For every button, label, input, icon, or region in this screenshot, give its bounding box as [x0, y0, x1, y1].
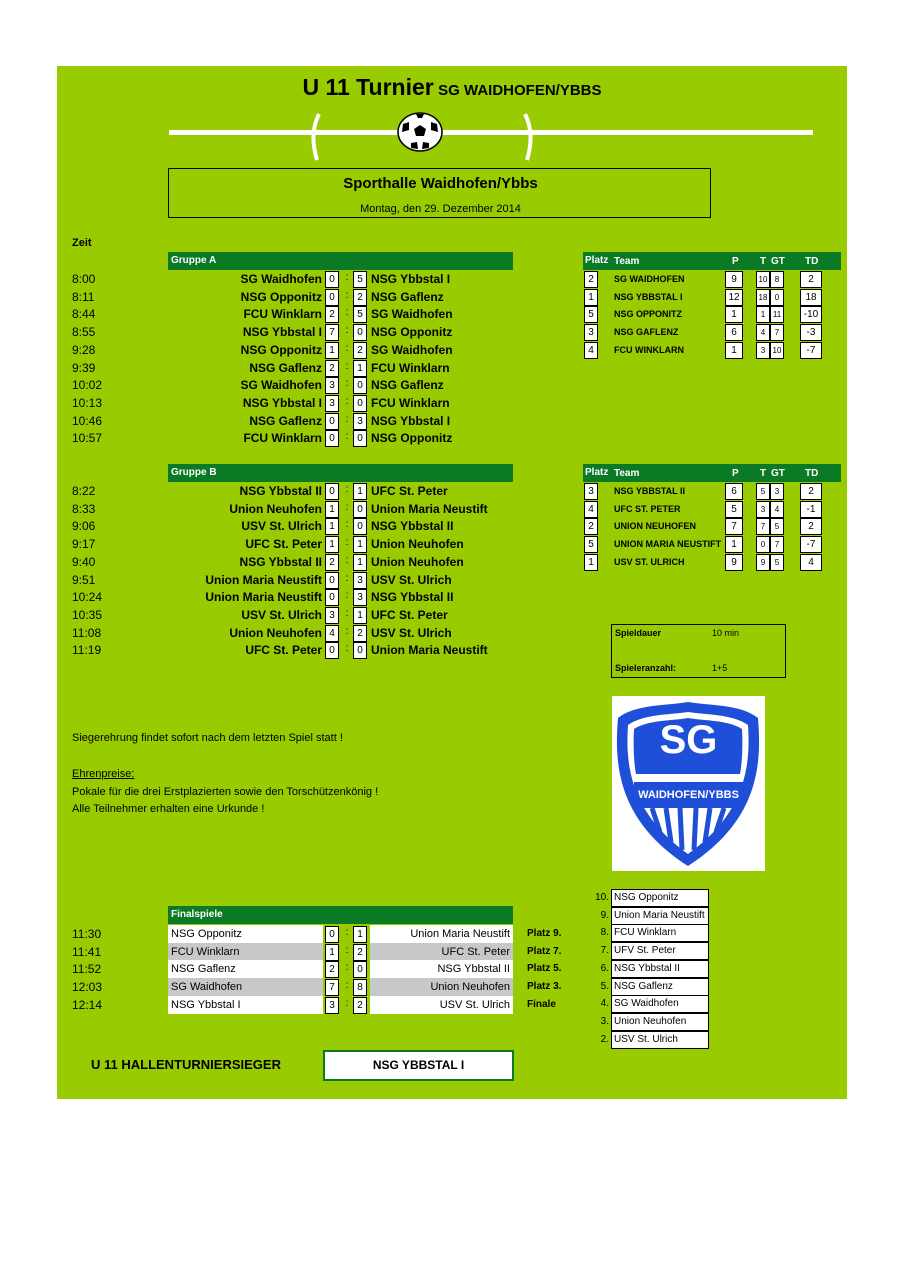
- table-points: 6: [725, 483, 743, 500]
- final-home-score: 3: [325, 997, 339, 1014]
- away-score: 1: [353, 607, 367, 624]
- final-away-score: 2: [353, 944, 367, 961]
- score-separator: :: [345, 962, 349, 974]
- away-team: USV St. Ulrich: [371, 572, 452, 587]
- home-score: 0: [325, 430, 339, 447]
- winner-box: NSG YBBSTAL I: [323, 1050, 514, 1081]
- home-team: NSG Ybbstal I: [242, 395, 322, 410]
- table-goal-diff: -7: [800, 536, 822, 553]
- home-team: Union Maria Neustift: [205, 590, 322, 605]
- match-time: 8:55: [72, 325, 96, 340]
- away-score: 0: [353, 642, 367, 659]
- final-away-team: Union Maria Neustift: [370, 925, 513, 943]
- final-home-score: 0: [325, 926, 339, 943]
- prizes-heading: Ehrenpreise:: [72, 768, 135, 780]
- final-away-score: 1: [353, 926, 367, 943]
- home-team: NSG Gaflenz: [249, 413, 322, 428]
- away-team: NSG Gaflenz: [371, 378, 444, 393]
- away-score: 0: [353, 395, 367, 412]
- table-goal-diff: 18: [800, 289, 822, 306]
- table-goal-diff: 2: [800, 483, 822, 500]
- final-time: 12:14: [72, 997, 103, 1012]
- home-score: 0: [325, 642, 339, 659]
- spieldauer-label: Spieldauer: [615, 628, 662, 638]
- table-platz: 2: [584, 271, 598, 288]
- final-time: 12:03: [72, 980, 103, 995]
- score-separator: :: [345, 413, 349, 425]
- final-away-score: 2: [353, 997, 367, 1014]
- table-platz: 4: [584, 342, 598, 359]
- match-time: 10:13: [72, 395, 103, 410]
- away-score: 0: [353, 501, 367, 518]
- final-home-score: 1: [325, 944, 339, 961]
- table-goals-against: 8: [770, 271, 784, 288]
- match-time: 11:19: [72, 643, 102, 658]
- away-team: FCU Winklarn: [371, 360, 450, 375]
- score-separator: :: [345, 537, 349, 549]
- home-team: SG Waidhofen: [240, 272, 322, 286]
- final-home-score: 7: [325, 979, 339, 996]
- match-time: 8:22: [72, 484, 96, 498]
- table-goal-diff: 2: [800, 271, 822, 288]
- rank-team: Union Maria Neustift: [611, 907, 709, 925]
- score-separator: :: [345, 997, 349, 1009]
- score-separator: :: [345, 590, 349, 602]
- score-separator: :: [345, 927, 349, 938]
- rank-number: 2.: [600, 1033, 609, 1045]
- away-team: Union Maria Neustift: [371, 501, 488, 516]
- table-goal-diff: -3: [800, 324, 822, 341]
- away-score: 0: [353, 430, 367, 447]
- away-score: 2: [353, 289, 367, 306]
- table-team: UFC ST. PETER: [614, 503, 681, 514]
- score-separator: :: [345, 272, 349, 283]
- venue-box: [168, 168, 711, 218]
- table-platz: 1: [584, 289, 598, 306]
- th-points: P: [732, 468, 739, 479]
- table-goals-for: 3: [756, 342, 770, 359]
- group-b-header: Gruppe B: [168, 464, 513, 482]
- away-score: 2: [353, 625, 367, 642]
- table-goals-for: 9: [756, 554, 770, 571]
- home-team: FCU Winklarn: [243, 431, 322, 446]
- th-goal-diff: TD: [805, 256, 819, 267]
- final-home-team: FCU Winklarn: [168, 943, 323, 961]
- score-separator: :: [345, 378, 349, 390]
- away-team: NSG Opponitz: [371, 325, 453, 340]
- score-separator: :: [345, 325, 349, 337]
- crest-sg-text: SG: [659, 718, 718, 762]
- rank-number: 5.: [600, 980, 609, 992]
- final-home-team: NSG Gaflenz: [168, 960, 323, 978]
- score-separator: :: [345, 554, 349, 566]
- table-goals-against: 3: [770, 483, 784, 500]
- away-team: Union Maria Neustift: [371, 643, 488, 658]
- th-goals-for: T: [760, 468, 767, 479]
- home-team: SG Waidhofen: [240, 378, 322, 393]
- table-goals-against: 7: [770, 536, 784, 553]
- home-team: Union Neuhofen: [229, 625, 322, 640]
- spieldauer-value: 10 min: [712, 628, 740, 638]
- prizes-line-2: Alle Teilnehmer erhalten eine Urkunde !: [72, 803, 265, 815]
- table-goals-against: 0: [770, 289, 784, 306]
- final-away-team: NSG Ybbstal II: [370, 960, 513, 978]
- final-home-team: NSG Opponitz: [168, 925, 323, 943]
- away-team: Union Neuhofen: [371, 537, 464, 552]
- away-team: UFC St. Peter: [371, 484, 448, 498]
- match-time: 10:57: [72, 431, 103, 446]
- table-goal-diff: 4: [800, 554, 822, 571]
- away-team: SG Waidhofen: [371, 342, 453, 357]
- table-points: 1: [725, 536, 743, 553]
- home-score: 1: [325, 536, 339, 553]
- table-team: SG WAIDHOFEN: [614, 274, 685, 284]
- table-platz: 1: [584, 554, 598, 571]
- venue-date: Montag, den 29. Dezember 2014: [360, 203, 521, 215]
- finals-header: Finalspiele: [168, 906, 513, 924]
- away-team: NSG Ybbstal I: [371, 413, 451, 428]
- rank-number: 8.: [600, 927, 609, 939]
- tournament-sheet: [57, 66, 847, 1099]
- match-time: 10:24: [72, 590, 103, 605]
- away-team: SG Waidhofen: [371, 307, 453, 322]
- final-away-score: 8: [353, 979, 367, 996]
- home-team: NSG Opponitz: [240, 289, 322, 304]
- table-platz: 4: [584, 501, 598, 518]
- th-team: Team: [614, 468, 640, 479]
- away-score: 1: [353, 536, 367, 553]
- home-score: 0: [325, 289, 339, 306]
- rank-number: 7.: [600, 945, 609, 957]
- table-team: NSG OPPONITZ: [614, 309, 683, 320]
- table-platz: 3: [584, 483, 598, 500]
- table-points: 1: [725, 342, 743, 359]
- title-club: SG WAIDHOFEN/YBBS: [438, 82, 602, 99]
- home-score: 0: [325, 271, 339, 288]
- match-time: 9:39: [72, 360, 96, 375]
- th-goal-diff: TD: [805, 468, 819, 479]
- table-goal-diff: 2: [800, 518, 822, 535]
- match-time: 8:33: [72, 501, 96, 516]
- time-label: Zeit: [72, 237, 92, 249]
- table-goals-against: 7: [770, 324, 784, 341]
- table-team: FCU WINKLARN: [614, 344, 684, 355]
- away-team: NSG Gaflenz: [371, 289, 444, 304]
- home-score: 3: [325, 395, 339, 412]
- match-time: 8:44: [72, 307, 96, 322]
- rank-team: USV St. Ulrich: [611, 1031, 709, 1049]
- score-separator: :: [345, 643, 349, 655]
- away-team: NSG Opponitz: [371, 431, 453, 446]
- table-goals-for: 1: [756, 306, 770, 323]
- final-placement: Platz 3.: [527, 981, 562, 993]
- home-score: 3: [325, 607, 339, 624]
- rank-team: Union Neuhofen: [611, 1013, 709, 1031]
- match-time: 10:02: [72, 378, 103, 393]
- rank-number: 4.: [600, 998, 609, 1010]
- final-away-team: USV St. Ulrich: [370, 996, 513, 1014]
- rank-team: NSG Gaflenz: [611, 978, 709, 996]
- home-team: UFC St. Peter: [245, 537, 322, 552]
- away-team: FCU Winklarn: [371, 395, 450, 410]
- final-home-team: NSG Ybbstal I: [168, 996, 323, 1014]
- match-time: 10:46: [72, 413, 103, 428]
- table-team: NSG GAFLENZ: [614, 327, 679, 338]
- soccer-ball-icon: [397, 112, 443, 152]
- table-goals-against: 10: [770, 342, 784, 359]
- th-goals-against: GT: [771, 468, 785, 479]
- group-a-header: Gruppe A: [168, 252, 513, 270]
- match-time: 11:08: [72, 625, 102, 640]
- rank-number: 6.: [600, 962, 609, 974]
- table-goals-for: 7: [756, 518, 770, 535]
- final-home-score: 2: [325, 961, 339, 978]
- home-score: 2: [325, 360, 339, 377]
- table-team: UNION NEUHOFEN: [614, 521, 697, 532]
- away-score: 0: [353, 324, 367, 341]
- spieleranzahl-value: 1+5: [712, 663, 728, 673]
- away-score: 2: [353, 342, 367, 359]
- final-time: 11:41: [72, 944, 102, 959]
- th-team: Team: [614, 256, 640, 267]
- score-separator: :: [345, 501, 349, 513]
- match-time: 9:06: [72, 519, 96, 534]
- score-separator: :: [345, 607, 349, 619]
- table-goal-diff: -10: [800, 306, 822, 323]
- winner-label: U 11 HALLENTURNIERSIEGER: [91, 1057, 281, 1072]
- away-team: UFC St. Peter: [371, 607, 448, 622]
- score-separator: :: [345, 431, 349, 443]
- table-points: 9: [725, 271, 743, 288]
- table-goals-for: 18: [756, 289, 770, 306]
- away-team: NSG Ybbstal II: [371, 519, 454, 534]
- home-score: 1: [325, 501, 339, 518]
- score-separator: :: [345, 360, 349, 372]
- away-score: 3: [353, 572, 367, 589]
- prizes-line-1: Pokale für die drei Erstplazierten sowie den Torschützenkönig !: [72, 786, 379, 798]
- table-goals-against: 4: [770, 501, 784, 518]
- away-team: USV St. Ulrich: [371, 625, 452, 640]
- score-separator: :: [345, 625, 349, 637]
- venue-name: Sporthalle Waidhofen/Ybbs: [343, 175, 538, 192]
- score-separator: :: [345, 980, 349, 992]
- home-score: 4: [325, 625, 339, 642]
- table-goal-diff: -1: [800, 501, 822, 518]
- rank-number: 10.: [595, 892, 609, 903]
- match-time: 8:00: [72, 272, 96, 286]
- final-time: 11:52: [72, 962, 102, 977]
- table-goals-for: 4: [756, 324, 770, 341]
- score-separator: :: [345, 289, 349, 301]
- match-time: 8:11: [72, 289, 95, 304]
- home-team: USV St. Ulrich: [241, 607, 322, 622]
- match-time: 9:28: [72, 342, 96, 357]
- final-placement: Platz 7.: [527, 945, 562, 957]
- home-team: NSG Opponitz: [240, 342, 322, 357]
- home-score: 0: [325, 589, 339, 606]
- rank-number: 3.: [600, 1015, 609, 1027]
- home-score: 1: [325, 518, 339, 535]
- rank-team: NSG Ybbstal II: [611, 960, 709, 978]
- home-score: 0: [325, 572, 339, 589]
- rank-team: UFV St. Peter: [611, 942, 709, 960]
- home-team: Union Neuhofen: [229, 501, 322, 516]
- home-team: NSG Gaflenz: [249, 360, 322, 375]
- table-goal-diff: -7: [800, 342, 822, 359]
- score-separator: :: [345, 342, 349, 354]
- table-goals-against: 5: [770, 518, 784, 535]
- home-score: 2: [325, 554, 339, 571]
- match-time: 9:51: [72, 572, 96, 587]
- table-goals-for: 0: [756, 536, 770, 553]
- table-goals-against: 5: [770, 554, 784, 571]
- table-goals-for: 5: [756, 483, 770, 500]
- away-score: 1: [353, 360, 367, 377]
- th-platz: Platz: [585, 255, 609, 266]
- home-team: NSG Ybbstal I: [242, 325, 322, 340]
- home-score: 0: [325, 483, 339, 500]
- final-placement: Platz 5.: [527, 963, 562, 975]
- table-team: USV ST. ULRICH: [614, 556, 685, 567]
- table-platz: 3: [584, 324, 598, 341]
- rank-team: SG Waidhofen: [611, 995, 709, 1013]
- score-separator: :: [345, 944, 349, 956]
- away-score: 1: [353, 554, 367, 571]
- table-platz: 2: [584, 518, 598, 535]
- score-separator: :: [345, 519, 349, 531]
- away-score: 3: [353, 413, 367, 430]
- score-separator: :: [345, 307, 349, 319]
- match-time: 9:40: [72, 554, 96, 569]
- home-team: Union Maria Neustift: [205, 572, 322, 587]
- table-points: 9: [725, 554, 743, 571]
- th-goals-for: T: [760, 256, 767, 267]
- final-time: 11:30: [72, 927, 102, 941]
- away-score: 0: [353, 518, 367, 535]
- rank-team: NSG Opponitz: [611, 889, 709, 907]
- final-away-team: Union Neuhofen: [370, 978, 513, 996]
- home-team: NSG Ybbstal II: [239, 484, 322, 498]
- final-away-team: UFC St. Peter: [370, 943, 513, 961]
- table-points: 5: [725, 501, 743, 518]
- away-score: 0: [353, 377, 367, 394]
- final-placement: Finale: [527, 998, 556, 1010]
- final-home-team: SG Waidhofen: [168, 978, 323, 996]
- rank-team: FCU Winklarn: [611, 924, 709, 942]
- home-team: FCU Winklarn: [243, 307, 322, 322]
- final-away-score: 0: [353, 961, 367, 978]
- table-team: NSG YBBSTAL I: [614, 291, 683, 302]
- table-points: 1: [725, 306, 743, 323]
- rank-number: 9.: [600, 909, 609, 921]
- away-score: 1: [353, 483, 367, 500]
- home-score: 0: [325, 413, 339, 430]
- away-team: Union Neuhofen: [371, 554, 464, 569]
- away-team: NSG Ybbstal II: [371, 590, 454, 605]
- table-points: 7: [725, 518, 743, 535]
- table-points: 12: [725, 289, 743, 306]
- table-goals-against: 11: [770, 306, 784, 323]
- home-score: 3: [325, 377, 339, 394]
- th-points: P: [732, 256, 739, 267]
- table-team: UNION MARIA NEUSTIFT: [614, 539, 722, 550]
- table-team: NSG YBBSTAL II: [614, 486, 686, 496]
- home-score: 1: [325, 342, 339, 359]
- table-points: 6: [725, 324, 743, 341]
- sg-waidhofen-crest: [612, 696, 765, 871]
- score-separator: :: [345, 395, 349, 407]
- table-goals-for: 3: [756, 501, 770, 518]
- spieleranzahl-label: Spieleranzahl:: [615, 663, 677, 673]
- match-time: 10:35: [72, 607, 103, 622]
- home-team: NSG Ybbstal II: [239, 554, 322, 569]
- match-time: 9:17: [72, 537, 96, 552]
- th-platz: Platz: [585, 467, 609, 478]
- away-score: 5: [353, 271, 367, 288]
- table-goals-for: 10: [756, 271, 770, 288]
- score-separator: :: [345, 572, 349, 584]
- final-placement: Platz 9.: [527, 928, 562, 939]
- home-score: 2: [325, 306, 339, 323]
- table-platz: 5: [584, 536, 598, 553]
- th-goals-against: GT: [771, 256, 785, 267]
- ceremony-note: Siegerehrung findet sofort nach dem letzten Spiel statt !: [72, 732, 343, 744]
- score-separator: :: [345, 484, 349, 495]
- table-platz: 5: [584, 306, 598, 323]
- game-info-box: [611, 624, 786, 678]
- away-score: 5: [353, 306, 367, 323]
- home-team: USV St. Ulrich: [241, 519, 322, 534]
- away-score: 3: [353, 589, 367, 606]
- home-team: UFC St. Peter: [245, 643, 322, 658]
- home-score: 7: [325, 324, 339, 341]
- away-team: NSG Ybbstal I: [371, 272, 451, 286]
- title-main: U 11 Turnier: [302, 74, 434, 100]
- crest-band-text: WAIDHOFEN/YBBS: [638, 789, 739, 801]
- page-title: [57, 74, 847, 101]
